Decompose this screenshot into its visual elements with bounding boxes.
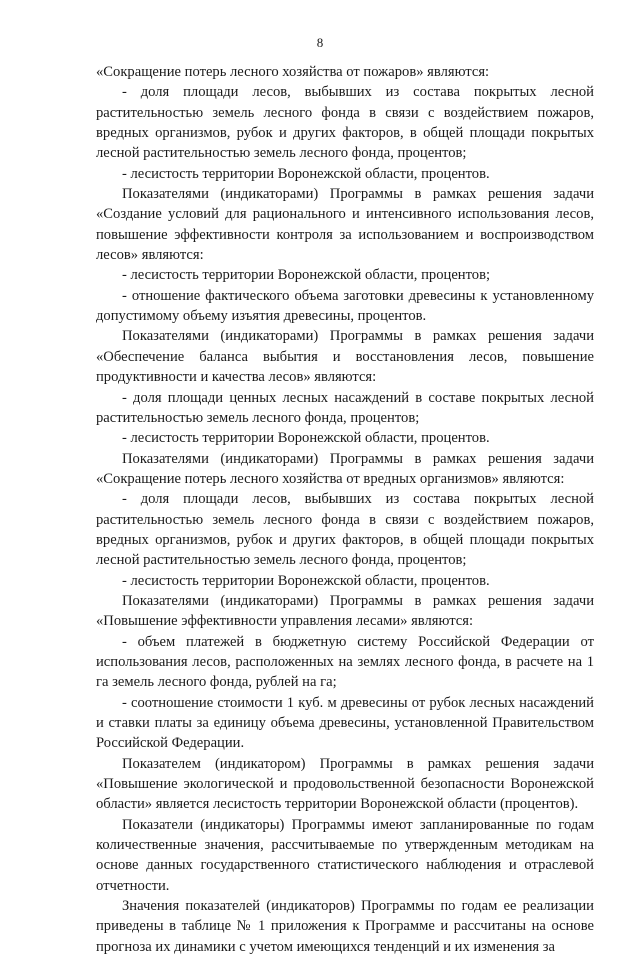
paragraph: - лесистость территории Воронежской области, процентов.: [122, 430, 490, 447]
body-text: [96, 62, 594, 957]
paragraph: Показателями (индикаторами) Программы в рамках решения задачи «Обеспечение баланса выбытия и восстановления лесов, повышение продуктивности и качества лесов» являются:: [96, 328, 594, 386]
paragraph: - доля площади ценных лесных насаждений в составе покрытых лесной растительностью земель лесного фонда, процентов;: [96, 389, 594, 426]
paragraph: - лесистость территории Воронежской области, процентов.: [122, 572, 490, 589]
paragraph: - объем платежей в бюджетную систему Российской Федерации от использования лесов, расположенных на землях лесного фонда, в расчете на 1 га земель лесного фонда, рублей на га;: [96, 633, 594, 691]
paragraph: Показателями (индикаторами) Программы в рамках решения задачи «Повышение эффективности управления лесами» являются:: [96, 592, 594, 630]
paragraph: - отношение фактического объема заготовки древесины к установленному допустимому объему изъятия древесины, процентов.: [96, 287, 594, 325]
paragraph: Значения показателей (индикаторов) Программы по годам ее реализации приведены в таблице № 1 приложения к Программе и рассчитаны на основе прогноза их динамики с учетом имеющихся тенденций и их изменения за: [96, 898, 594, 955]
paragraph: - соотношение стоимости 1 куб. м древесины от рубок лесных насаждений и ставки платы за единицу объема древесины, установленной Правительством Российской Федерации.: [96, 694, 594, 752]
paragraph: - доля площади лесов, выбывших из состава покрытых лесной растительностью земель лесного фонда в связи с воздействием пожаров, вредных организмов, рубок и других факторов, в общей площади покрытых лесной растительностью земель лесного фонда, процентов;: [96, 84, 594, 162]
paragraph: Показателями (индикаторами) Программы в рамках решения задачи «Сокращение потерь лесного хозяйства от вредных организмов» являются:: [96, 450, 594, 487]
paragraph: Показателями (индикаторами) Программы в рамках решения задачи «Создание условий для рационального и интенсивного использования лесов, повышение эффективности контроля за использованием и воспроизводством лесов» являются:: [96, 186, 594, 264]
paragraph: Показателем (индикатором) Программы в рамках решения задачи «Повышение экологической и продовольственной безопасности Воронежской области» является лесистость территории Воронежской области (процентов).: [96, 755, 594, 813]
paragraph: Показатели (индикаторы) Программы имеют запланированные по годам количественные значения, рассчитываемые по утвержденным методикам на основе данных государственного статистического наблюдения и отраслевой отчетности.: [96, 816, 594, 894]
paragraph: «Сокращение потерь лесного хозяйства от пожаров» являются:: [96, 64, 490, 80]
paragraph: - лесистость территории Воронежской области, процентов.: [122, 165, 490, 182]
page-number: 8: [316, 35, 324, 50]
paragraph: - лесистость территории Воронежской области, процентов;: [122, 267, 491, 284]
paragraph: - доля площади лесов, выбывших из состава покрытых лесной растительностью земель лесного фонда в связи с воздействием пожаров, вредных организмов, рубок и других факторов, в общей площади покрытых лесной растительностью земель лесного фонда, процентов;: [96, 491, 594, 569]
